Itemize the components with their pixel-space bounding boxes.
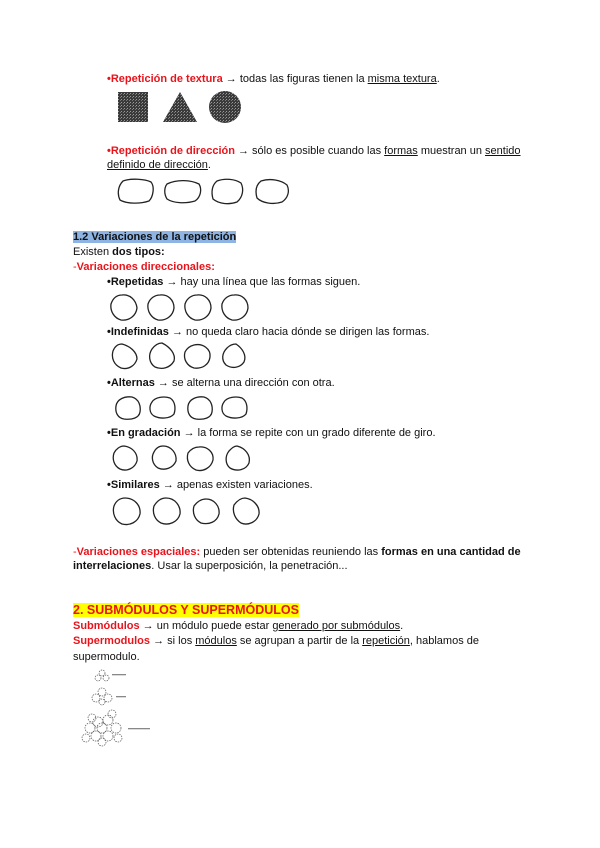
supermodule-illustration [78,666,168,750]
item-repetidas: •Repetidas → hay una línea que las formas siguen. [107,276,361,288]
espaciales-line-2: interrelaciones. Usar la superposición, la penetración... [73,560,348,572]
alternas-figures [112,394,252,422]
similares-figures [110,495,265,529]
item-similares: •Similares → apenas existen variaciones. [107,479,313,491]
supermodulos-line-2: supermodulo. [73,651,140,663]
item-alternas: •Alternas → se alterna una dirección con otra. [107,377,335,389]
item-gradacion: •En gradación → la forma se repite con un grado diferente de giro. [107,427,436,439]
direccion-line-2: definido de dirección. [107,159,211,171]
item-indefinidas: •Indefinidas → no queda claro hacia dónde se dirigen las formas. [107,326,430,338]
direccion-title: •Repetición de dirección [107,145,235,157]
section-2-heading: 2. SUBMÓDULOS Y SUPERMÓDULOS [73,603,299,617]
submodulos-line: Submódulos → un módulo puede estar generado por submódulos. [73,620,404,632]
supermodulos-line-1: Supermodulos → si los módulos se agrupan a partir de la repetición, hablamos de [73,635,479,647]
indefinidas-figures [110,341,250,373]
textura-title: •Repetición de textura [107,73,223,85]
direction-figures [115,177,295,207]
section-1-2-heading: 1.2 Variaciones de la repetición [73,231,237,243]
direccion-line-1: •Repetición de dirección → sólo es posible cuando las formas muestran un sentido [107,145,521,157]
textured-triangle [163,92,197,122]
gradacion-figures [110,443,255,475]
textured-square [118,92,148,122]
textura-line: •Repetición de textura → todas las figuras tienen la misma textura. [107,73,440,85]
textured-circle [209,91,241,123]
texture-figures [115,90,245,126]
direccionales-line: -Variaciones direccionales: [73,261,215,273]
intro-line: Existen dos tipos: [73,246,165,258]
repetidas-figures [108,292,248,324]
espaciales-line-1: -Variaciones espaciales: pueden ser obtenidas reuniendo las formas en una cantidad de [73,546,521,558]
